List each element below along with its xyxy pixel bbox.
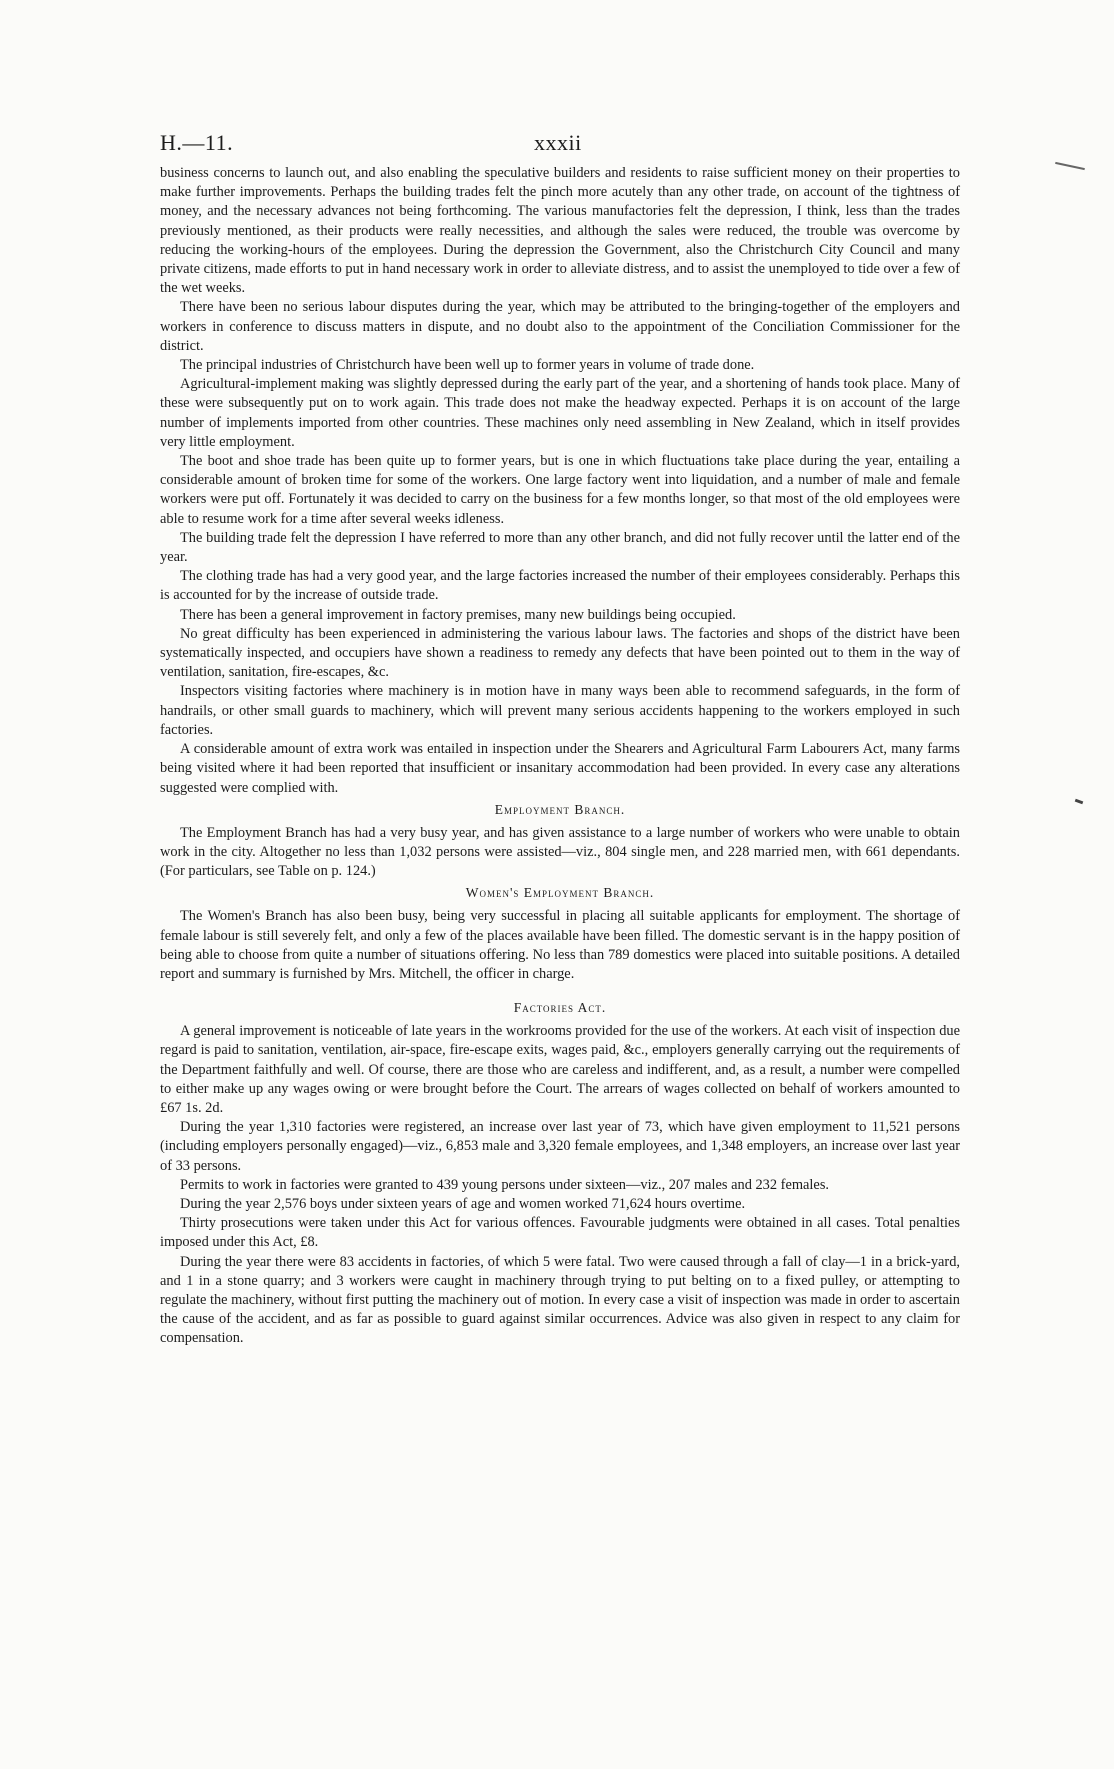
document-reference: H.—11. <box>160 130 234 155</box>
paragraph: During the year 2,576 boys under sixteen years of age and women worked 71,624 hours overtime. <box>180 1195 746 1212</box>
margin-mark <box>1075 799 1084 805</box>
paragraph: A considerable amount of extra work was entailed in inspection under the Shearers and Agricultural Farm Labourers Act, many farms being visited where it had been reported that insufficient or insanitary accommodation had been provided. In every case any alterations suggested were complied with. <box>160 741 960 796</box>
page <box>160 130 960 1349</box>
paragraph: Inspectors visiting factories where machinery is in motion have in many ways been able to recommend safeguards, in the form of handrails, or other small guards to machinery, which will prevent many serious accidents happening to the workers employed in such factories. <box>160 683 960 738</box>
paragraph: There has been a general improvement in factory premises, many new buildings being occupied. <box>180 606 736 623</box>
paragraph: A general improvement is noticeable of late years in the workrooms provided for the use of the workers. At each visit of inspection due regard is paid to sanitation, ventilation, air-space, fire-escape exits, wages paid, &c., employers generally carrying out the requirements of the Department faithfully and well. Of course, there are those who are careless and indifferent, and, as a result, a number were compelled to either make up any wages owing or were brought before the Court. The arrears of wages collected on behalf of workers amounted to £67 1s. 2d. <box>160 1023 960 1116</box>
paragraph: The Employment Branch has had a very busy year, and has given assistance to a large number of workers who were unable to obtain work in the city. Altogether no less than 1,032 persons were assisted—viz., 804 single men, and 228 married men, with 661 dependants. (For particulars, see Table on p. 124.) <box>160 824 960 880</box>
section-heading: Factories Act. <box>513 1000 607 1016</box>
intro-section <box>160 164 960 798</box>
paragraph: Thirty prosecutions were taken under this Act for various offences. Favourable judgments were obtained in all cases. Total penalties imposed under this Act, £8. <box>160 1215 960 1251</box>
employment-branch-section <box>160 802 960 882</box>
paragraph: The boot and shoe trade has been quite up to former years, but is one in which fluctuations take place during the year, entailing a considerable amount of broken time for some of the workers. One large factory went into liquidation, and a number of male and female workers were put off. Fortunately it was decided to carry on the business for a few months longer, so that most of the old employees were able to resume work for a time after several weeks idleness. <box>160 453 960 527</box>
paragraph: Agricultural-implement making was slightly depressed during the early part of the year, and a shortening of hands took place. Many of these were subsequently put on to work again. This trade does not make the headway expected. Perhaps it is on account of the large number of implements imported from other countries. These machines only need assembling in New Zealand, which in itself provides very little employment. <box>160 376 960 450</box>
section-heading: Women's Employment Branch. <box>465 885 655 901</box>
page-number: xxxii <box>534 130 582 155</box>
paragraph: The Women's Branch has also been busy, being very successful in placing all suitable applicants for employment. The shortage of female labour is still severely felt, and only a few of the places available have been filled. The domestic servant is in the happy position of being able to choose from quite a number of situations offering. No less than 789 domestics were placed into suitable positions. A detailed report and summary is furnished by Mrs. Mitchell, the officer in charge. <box>160 908 960 982</box>
paragraph: business concerns to launch out, and also enabling the speculative builders and residents to raise sufficient money on their properties to make further improvements. Perhaps the building trades felt the pinch more acutely than any other trade, on account of the tightness of money, and the necessary advances not being forthcoming. The various manufactories felt the depression, I think, less than the trades previously mentioned, as their products were really necessities, and although the sales were reduced, the trouble was overcome by reducing the working-hours of the employees. During the depression the Government, also the Christchurch City Council and many private citizens, made efforts to put in hand necessary work in order to alleviate distress, and to assist the unemployed to tide over a few of the wet weeks. <box>160 165 960 297</box>
paragraph: The principal industries of Christchurch have been well up to former years in volume of trade done. <box>180 357 755 374</box>
paragraph: Permits to work in factories were granted to 439 young persons under sixteen—viz., 207 males and 232 females. <box>180 1176 830 1193</box>
factories-act-section <box>160 1000 960 1348</box>
paragraph: There have been no serious labour disputes during the year, which may be attributed to the bringing-together of the employers and workers in conference to discuss matters in dispute, and no doubt also to the appointment of the Conciliation Commissioner for the district. <box>160 299 960 354</box>
running-head <box>160 130 960 164</box>
womens-employment-branch-section <box>160 885 960 984</box>
paragraph: During the year 1,310 factories were registered, an increase over last year of 73, which have given employment to 11,521 persons (including employers personally engaged)—viz., 6,853 male and 3,320 female employees, and 1,348 employers, an increase over last year of 33 persons. <box>160 1119 960 1174</box>
paragraph: During the year there were 83 accidents in factories, of which 5 were fatal. Two were caused through a fall of clay—1 in a brick-yard, and 1 in a stone quarry; and 3 workers were caught in machinery through trying to put belting on to a fixed pulley, or attempting to regulate the machinery, without first putting the machinery out of motion. In every case a visit of inspection was made in order to ascertain the cause of the accident, and as far as possible to guard against similar occurrences. Advice was also given in respect to any claim for compensation. <box>160 1253 960 1347</box>
section-heading: Employment Branch. <box>494 801 626 817</box>
paragraph: No great difficulty has been experienced in administering the various labour laws. The factories and shops of the district have been systematically inspected, and occupiers have shown a readiness to remedy any defects that have been pointed out to them in the way of ventilation, sanitation, fire-escapes, &c. <box>160 625 960 681</box>
margin-mark <box>1055 162 1085 170</box>
paragraph: The building trade felt the depression I have referred to more than any other branch, and did not fully recover until the latter end of the year. <box>160 529 960 566</box>
paragraph: The clothing trade has had a very good year, and the large factories increased the number of their employees considerably. Perhaps this is accounted for by the increase of outside trade. <box>160 568 960 604</box>
